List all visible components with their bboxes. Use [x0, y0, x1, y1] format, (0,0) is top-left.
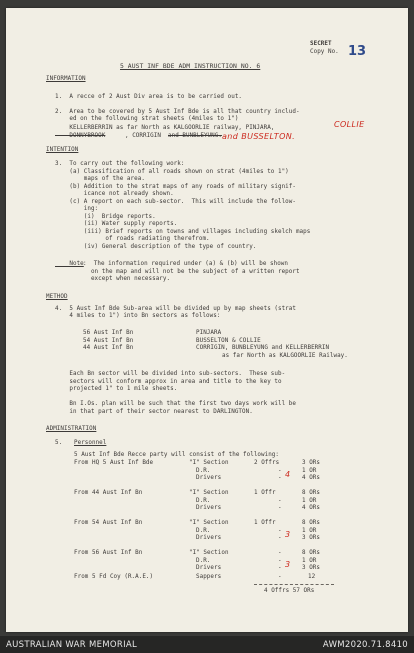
classification-label: SECRET — [310, 41, 332, 47]
personnel-ors: 1 OR — [302, 468, 317, 474]
personnel-ors: 3 ORs — [302, 460, 320, 466]
heading-administration: ADMINISTRATION — [46, 426, 97, 432]
info-item-2-corrigin: , CORRIGIN — [125, 133, 165, 139]
intention-line-9: (ii) Water supply reports. — [55, 221, 178, 227]
bn-row-unit: 44 Aust Inf Bn — [83, 345, 134, 351]
bn-row-unit: 54 Aust Inf Bn — [83, 338, 134, 344]
intention-line-4: (b) Addition to the strat maps of any roads of military signif- — [55, 184, 296, 190]
method-para-2-line-1: Each Bn sector will be divided into sub-sectors. These sub- — [55, 371, 286, 377]
total-rule — [254, 584, 334, 585]
method-para-2-line-2: sectors will conform approx in area and title to the key to — [55, 379, 282, 385]
personnel-section: Drivers — [196, 505, 222, 511]
personnel-offrs: - — [278, 505, 282, 511]
personnel-offrs: - — [278, 475, 282, 481]
personnel-ors: 1 OR — [302, 558, 317, 564]
method-line-2: 4 miles to 1") into Bn sectors as follows: — [55, 313, 221, 319]
method-line-1: 4. 5 Aust Inf Bde Sub-area will be divided up by map sheets (strat — [55, 306, 296, 312]
personnel-offrs: - — [278, 468, 282, 474]
intention-note-line-2: on the map and will not be the subject of a written report — [55, 269, 300, 275]
handwritten-correction: 3 — [285, 530, 291, 539]
personnel-offrs: - — [278, 535, 282, 541]
personnel-ors: 8 ORs — [302, 550, 320, 556]
info-item-2-line-3: KELLERBERRIN as far North as KALGOORLIE railway, PINJARA, — [55, 125, 278, 131]
personnel-offrs: - — [278, 498, 282, 504]
personnel-section: "I" Section — [189, 550, 229, 556]
personnel-ors: 4 ORs — [302, 505, 320, 511]
handwritten-correction: 3 — [285, 560, 291, 569]
personnel-section: "I" Section — [189, 520, 229, 526]
intention-note-label: Note — [55, 261, 84, 267]
personnel-from: From 54 Aust Inf Bn — [74, 520, 143, 526]
intention-line-11: of roads radiating therefrom. — [55, 236, 210, 242]
personnel-from: From 5 Fd Coy (R.A.E.) — [74, 574, 154, 580]
personnel-section: Sappers — [196, 574, 222, 580]
heading-method: METHOD — [46, 294, 68, 300]
personnel-ors: 12 — [308, 574, 316, 580]
personnel-ors: 1 OR — [302, 528, 317, 534]
intention-line-2: (a) Classification of all roads shown on strat (4miles to 1") — [55, 169, 289, 175]
intention-line-1: 3. To carry out the following work: — [55, 161, 185, 167]
intention-note-line-1: : The information required under (a) & (b) will be shown — [83, 261, 288, 267]
info-item-2-struck-donnybrook: DONNYBROOK — [55, 133, 106, 139]
personnel-section: D.R. — [196, 498, 211, 504]
heading-intention: INTENTION — [46, 147, 79, 153]
personnel-offrs: 2 Offrs — [254, 460, 280, 466]
document-title: 5 AUST INF BDE ADM INSTRUCTION NO. 6 — [120, 62, 261, 70]
personnel-section: D.R. — [196, 558, 211, 564]
bn-row-unit: 56 Aust Inf Bn — [83, 330, 134, 336]
archive-footer — [0, 636, 414, 653]
personnel-offrs: - — [278, 574, 282, 580]
personnel-section: "I" Section — [189, 490, 229, 496]
personnel-ors: 3 ORs — [302, 565, 320, 571]
personnel-section: "I" Section — [189, 460, 229, 466]
intention-line-7: ing: — [55, 206, 99, 212]
personnel-offrs: - — [278, 558, 282, 564]
personnel-section: Drivers — [196, 475, 222, 481]
personnel-section: Drivers — [196, 535, 222, 541]
personnel-ors: 4 ORs — [302, 475, 320, 481]
admin-subheading-personnel: Personnel — [74, 440, 107, 446]
personnel-offrs: - — [278, 528, 282, 534]
intention-line-6: (c) A report on each sub-sector. This will include the follow- — [55, 199, 296, 205]
bn-row-area: PINJARA — [196, 330, 222, 336]
personnel-ors: 3 ORs — [302, 535, 320, 541]
personnel-from: From 44 Aust Inf Bn — [74, 490, 143, 496]
handwritten-busselton: and BUSSELTON. — [222, 132, 296, 141]
bn-row-area-continued: as far North as KALGOORLIE Railway. — [222, 353, 348, 359]
intention-note-line-3: except when necessary. — [55, 276, 171, 282]
intention-line-10: (iii) Brief reports on towns and villages including skelch maps — [55, 229, 311, 235]
document-page — [6, 8, 408, 632]
personnel-offrs: 1 Offr — [254, 520, 276, 526]
handwritten-correction: 4 — [285, 470, 291, 479]
bn-row-area: BUSSELTON & COLLIE — [196, 338, 261, 344]
personnel-offrs: 1 Offr — [254, 490, 276, 496]
personnel-from: From HQ 5 Aust Inf Bde — [74, 460, 154, 466]
intention-line-3: maps of the area. — [55, 176, 145, 182]
method-para-3-line-2: in that part of their sector nearest to DARLINGTON. — [55, 409, 253, 415]
personnel-section: Drivers — [196, 565, 222, 571]
method-para-2-line-3: projected 1" to 1 mile sheets. — [55, 386, 178, 392]
personnel-section: D.R. — [196, 468, 211, 474]
intention-line-12: (iv) General description of the type of country. — [55, 244, 257, 250]
copy-label: Copy No. — [310, 49, 339, 55]
personnel-offrs: - — [278, 550, 282, 556]
heading-information: INFORMATION — [46, 76, 86, 82]
personnel-ors: 8 ORs — [302, 520, 320, 526]
footer-institution: AUSTRALIAN WAR MEMORIAL — [6, 640, 138, 650]
info-item-2-line-1: 2. Area to be covered by 5 Aust Inf Bde is all that country includ- — [55, 109, 300, 115]
info-item-1: 1. A recce of 2 Aust Div area is to be carried out. — [55, 94, 243, 100]
method-para-3-line-1: Bn I.Os. plan will be such that the first two days work will be — [55, 401, 296, 407]
admin-line-1: 5 Aust Inf Bde Recce party will consist of the following: — [74, 452, 279, 458]
personnel-ors: 8 ORs — [302, 490, 320, 496]
admin-item-number: 5. — [55, 440, 63, 446]
copy-number-handwritten: 13 — [348, 44, 367, 59]
bn-row-area: CORRIGIN, BUNBLEYUNG and KELLERBERRIN — [196, 345, 330, 351]
personnel-from: From 56 Aust Inf Bn — [74, 550, 143, 556]
footer-accession-number: AWM2020.71.8410 — [322, 640, 408, 650]
info-item-2-struck-bunbleyung: and BUNBLEYUNG. — [168, 133, 222, 139]
handwritten-collie: COLLIE — [334, 120, 365, 129]
personnel-ors: 1 OR — [302, 498, 317, 504]
intention-line-8: (i) Bridge reports. — [55, 214, 156, 220]
personnel-total: 4 Offrs 57 ORs — [264, 588, 315, 594]
personnel-offrs: - — [278, 565, 282, 571]
intention-line-5: icance not already shown. — [55, 191, 174, 197]
personnel-section: D.R. — [196, 528, 211, 534]
info-item-2-line-2: ed on the following strat sheets (4miles to 1") — [55, 116, 239, 122]
